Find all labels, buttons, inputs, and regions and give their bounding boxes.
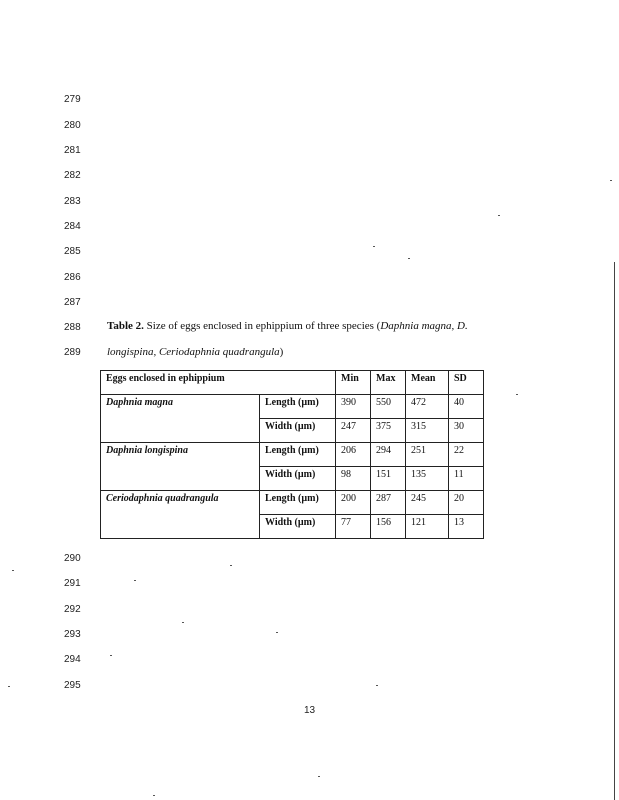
sd-cell: 13 bbox=[449, 515, 484, 539]
table-header-row bbox=[101, 371, 484, 395]
scan-speck bbox=[610, 180, 612, 181]
caption-species: Daphnia magna, D. bbox=[380, 320, 468, 332]
header-mean: Mean bbox=[406, 371, 449, 395]
measure-cell: Width (µm) bbox=[260, 467, 336, 491]
scan-speck bbox=[182, 622, 184, 623]
scan-speck bbox=[408, 258, 410, 259]
table-row bbox=[101, 515, 484, 539]
table-label: Table 2. bbox=[107, 320, 144, 332]
species-cell: Daphnia magna bbox=[101, 395, 260, 419]
line-number: 294 bbox=[64, 654, 81, 665]
mean-cell: 472 bbox=[406, 395, 449, 419]
scan-speck bbox=[110, 655, 112, 656]
mean-cell: 135 bbox=[406, 467, 449, 491]
table-row bbox=[101, 419, 484, 443]
caption-text: ) bbox=[279, 346, 284, 358]
header-sd: SD bbox=[449, 371, 484, 395]
header-min: Min bbox=[336, 371, 371, 395]
table-caption-line-1 bbox=[107, 320, 468, 332]
min-cell: 77 bbox=[336, 515, 371, 539]
table-row bbox=[101, 395, 484, 419]
page-number: 13 bbox=[303, 705, 316, 716]
measure-cell: Width (µm) bbox=[260, 419, 336, 443]
species-cell bbox=[101, 419, 260, 443]
scan-speck bbox=[498, 215, 500, 216]
mean-cell: 245 bbox=[406, 491, 449, 515]
measure-cell: Length (µm) bbox=[260, 395, 336, 419]
scan-speck bbox=[318, 776, 320, 777]
min-cell: 390 bbox=[336, 395, 371, 419]
scan-edge-line bbox=[614, 262, 615, 800]
caption-text: Size of eggs enclosed in ephippium of three species ( bbox=[143, 320, 381, 332]
max-cell: 156 bbox=[371, 515, 406, 539]
mean-cell: 121 bbox=[406, 515, 449, 539]
scan-speck bbox=[276, 632, 278, 633]
sd-cell: 30 bbox=[449, 419, 484, 443]
table-row bbox=[101, 467, 484, 491]
header-max: Max bbox=[371, 371, 406, 395]
line-number: 279 bbox=[64, 94, 81, 105]
species-cell: Daphnia longispina bbox=[101, 443, 260, 467]
mean-cell: 315 bbox=[406, 419, 449, 443]
line-number: 292 bbox=[64, 604, 81, 615]
line-number: 289 bbox=[64, 347, 81, 358]
line-number: 284 bbox=[64, 221, 81, 232]
table-row bbox=[101, 443, 484, 467]
scan-speck bbox=[12, 570, 14, 571]
table-caption-line-2 bbox=[107, 346, 283, 358]
min-cell: 200 bbox=[336, 491, 371, 515]
scan-speck bbox=[8, 686, 10, 687]
min-cell: 247 bbox=[336, 419, 371, 443]
scan-speck bbox=[153, 795, 155, 796]
min-cell: 206 bbox=[336, 443, 371, 467]
species-cell bbox=[101, 467, 260, 491]
measure-cell: Width (µm) bbox=[260, 515, 336, 539]
scan-speck bbox=[230, 565, 232, 566]
line-number: 281 bbox=[64, 145, 81, 156]
species-cell: Ceriodaphnia quadrangula bbox=[101, 491, 260, 515]
measure-cell: Length (µm) bbox=[260, 491, 336, 515]
line-number: 286 bbox=[64, 272, 81, 283]
max-cell: 294 bbox=[371, 443, 406, 467]
egg-size-table bbox=[100, 370, 484, 539]
measure-cell: Length (µm) bbox=[260, 443, 336, 467]
header-group: Eggs enclosed in ephippium bbox=[101, 371, 336, 395]
min-cell: 98 bbox=[336, 467, 371, 491]
line-number: 291 bbox=[64, 578, 81, 589]
line-number: 295 bbox=[64, 680, 81, 691]
line-number: 290 bbox=[64, 553, 81, 564]
sd-cell: 11 bbox=[449, 467, 484, 491]
sd-cell: 20 bbox=[449, 491, 484, 515]
line-number: 288 bbox=[64, 322, 81, 333]
table-row bbox=[101, 491, 484, 515]
max-cell: 375 bbox=[371, 419, 406, 443]
line-number: 282 bbox=[64, 170, 81, 181]
scan-speck bbox=[516, 394, 518, 395]
max-cell: 287 bbox=[371, 491, 406, 515]
line-number: 280 bbox=[64, 120, 81, 131]
line-number: 287 bbox=[64, 297, 81, 308]
mean-cell: 251 bbox=[406, 443, 449, 467]
sd-cell: 40 bbox=[449, 395, 484, 419]
caption-species: longispina, Ceriodaphnia quadrangula bbox=[107, 346, 280, 358]
line-number: 283 bbox=[64, 196, 81, 207]
scan-speck bbox=[134, 580, 136, 581]
max-cell: 550 bbox=[371, 395, 406, 419]
scan-speck bbox=[373, 246, 375, 247]
max-cell: 151 bbox=[371, 467, 406, 491]
species-cell bbox=[101, 515, 260, 539]
sd-cell: 22 bbox=[449, 443, 484, 467]
line-number: 293 bbox=[64, 629, 81, 640]
scan-speck bbox=[376, 685, 378, 686]
line-number: 285 bbox=[64, 246, 81, 257]
